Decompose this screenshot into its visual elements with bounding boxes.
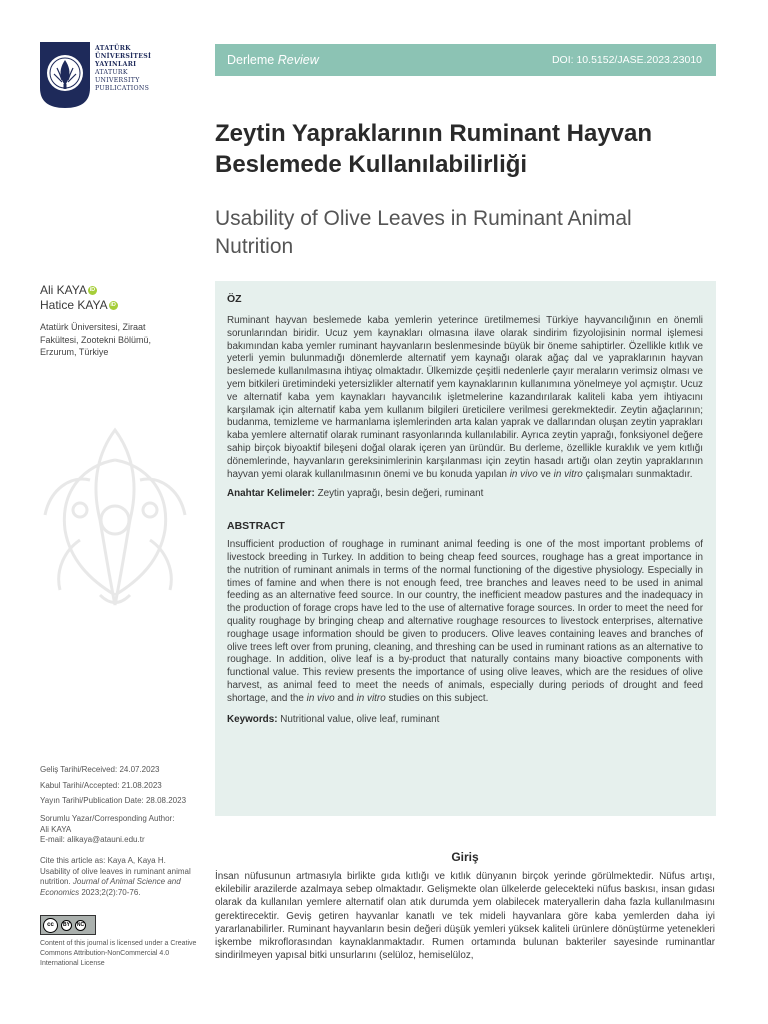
abstract-end: studies on this subject. [388, 692, 489, 704]
author-name: Hatice KAYA [40, 298, 108, 312]
article-type-tr: Derleme [227, 53, 275, 67]
corresponding-label: Sorumlu Yazar/Corresponding Author: [40, 814, 175, 823]
logo-line: ÜNİVERSİTESİ [95, 53, 152, 60]
oz-text [227, 315, 703, 481]
article-type-en: Review [277, 53, 319, 67]
citation-journal: Journal of Animal Science and Economics [40, 877, 181, 897]
article-header-bar [215, 44, 716, 76]
author [40, 298, 210, 313]
article-type [227, 53, 319, 67]
corresponding-author [40, 814, 210, 846]
logo-line: PUBLICATIONS [95, 85, 150, 92]
author-affiliation: Atatürk Üniversitesi, Ziraat Fakültesi, Zootekni Bölümü, Erzurum, Türkiye [40, 322, 152, 357]
article-title-tr: Zeytin Yapraklarının Ruminant Hayvan Beslemede Kullanılabilirliği [215, 120, 653, 178]
abstract-heading: ABSTRACT [227, 520, 285, 533]
logo-line: YAYINLARI [95, 61, 137, 68]
oz-keywords [227, 488, 703, 501]
abstract-text [227, 539, 703, 705]
logo-line: UNIVERSITY [95, 77, 140, 84]
corresponding-email[interactable]: E-mail: alikaya@atauni.edu.tr [40, 835, 145, 844]
article-title-en: Usability of Olive Leaves in Ruminant Animal Nutrition [215, 207, 632, 258]
publication-date: Yayın Tarihi/Publication Date: 28.08.2023 [40, 796, 187, 805]
abstract-italic: in vivo [306, 692, 335, 704]
publisher-logo [40, 42, 170, 108]
author-list [40, 283, 210, 313]
orcid-icon[interactable]: iD [89, 287, 96, 293]
oz-end: çalışmaları sunmaktadır. [585, 468, 693, 480]
corresponding-name: Ali KAYA [40, 824, 72, 834]
by-icon: BY [61, 920, 72, 931]
logo-line: ATATÜRK [95, 45, 131, 52]
creative-commons-badge[interactable] [40, 915, 96, 935]
keywords-label: Anahtar Kelimeler: [227, 488, 315, 500]
oz-conj: ve [540, 468, 551, 480]
keywords-values: Zeytin yaprağı, besin değeri, ruminant [317, 488, 484, 500]
abstract-italic: in vitro [356, 692, 386, 704]
ornament-watermark-icon [30, 420, 200, 615]
keywords-label: Keywords: [227, 713, 278, 725]
nc-icon: NC [75, 920, 86, 931]
abstract-conj: and [337, 692, 354, 704]
oz-body: Ruminant hayvan beslemede kaba yemlerin yeterince üretilmemesi Türkiye hayvancılığının en önemli sorunlarından biridir. Ucuz yem kaynakları olmasına ilave olarak sindirim fizyolojisinin normal işlemesi bakımından kaba yemler ruminant hayvanların beslenmesinde büyük bir öneme sahiptirler. Özellikle kıtlık ve yeterli yemin bulunmadığı dönemlerde alternatif yem kaynağı olarak ağaç dal ve yapraklarının hayvan beslemede kullanılmasına ihtiyaç olmaktadır. Ülkemizde çeşitli nedenlerle çayır meraların verimsiz olması ve yem bitkileri üretimindeki yetersizlikler alternatif yem kaynaklarının kullanımına yönelmeye yol açmıştır. Ucuz ve alternatif kaba yem kaynakları hayvancılık işletmelerine kazandırılarak kaliteli kaba yem ihtiyacını karşılamak için alternatif kaba yem kullanım bilgileri üreticilere verilmesi gerekmektedir. Zeytin ağaçlarının; budanma, temizleme ve harmanlama işlemlerinden arta kalan yaprak ve dallarından oluşan zeytin yaprakları kaba yemlere alternatif olarak ruminant rasyonlarında kullanılabilir. Ayrıca zeytin yaprağı, fonksiyonel değere sahip birçok biyoaktif bileşeni doğal olarak içeren yan üründür. Bu derleme, özellikle kuraklık ve yem kıtlığı dönemlerinde, hayvanların gereksinimlerinin karşılanması için zeytin hasadı artığı olan zeytin yapraklarının hayvan yemi olarak kullanılmasının önemi ve bu konuda yapılan [227, 315, 703, 480]
citation-volume: 2023;2(2):70-76. [81, 887, 141, 897]
logo-line: ATATURK [95, 69, 128, 76]
oz-heading: ÖZ [227, 293, 242, 305]
oz-italic: in vivo [509, 468, 538, 480]
author [40, 283, 210, 298]
university-seal-icon [40, 42, 90, 108]
intro-paragraph: İnsan nüfusunun artmasıyla birlikte gıda kıtlığı ve kıtlık dünyanın birçok yerinde görülmektedir. Nüfus artışı, ekilebilir arazilerde azalmaya sebep olmaktadır. Gelişmekte olan ülkelerde gelecekteki nüfus baskısı, insan gıdası olarak da kullanılan yemlere alternatif olan atık durumda yem olabilecek materyallerin daha fazla kullanılmasını gerektirecektir. Geviş getiren hayvanlar kanatlı ve tek mideli hayvanlara göre kaba yemlerden daha iyi yararlanabilirler. Ruminant hayvanların besin değeri düşük yemleri yüksek kaliteli ürünlere dönüştürme yetenekleri işkembe mikroflorasından kaynaklanmaktadır. Rumen ortamında bulunan bakteriler sayesinde ruminantlar sindirilmeyen yapısal bitki unsurlarını (selüloz, hemiselüloz, [215, 871, 715, 962]
keywords-values: Nutritional value, olive leaf, ruminant [280, 713, 440, 725]
doi-link[interactable]: DOI: 10.5152/JASE.2023.23010 [551, 54, 702, 66]
author-name: Ali KAYA [40, 283, 87, 297]
abstract-keywords [227, 714, 703, 727]
cc-icon: cc [43, 918, 58, 933]
received-date: Geliş Tarihi/Received: 24.07.2023 [40, 765, 160, 774]
publisher-name [95, 45, 151, 93]
accepted-date: Kabul Tarihi/Accepted: 21.08.2023 [40, 780, 162, 790]
abstract-body: Insufficient production of roughage in ruminant animal feeding is one of the most important problems of livestock breeding in Turkey. In addition to being cheap feed sources, roughage has a great importance in the nutrition of ruminant animals in terms of the normal functioning of the digestive physiology. Especially in times of famine and when there is not enough feed, tree branches and leaves need to be used in animal feeding as an alternative feed source. In our country, the inefficient meadow pastures and the inadequacy in the production of forage crops have led to the use of alternative forage sources. In order to meet the need for quality roughage by bringing cheap and alternative roughage resources to livestock enterprises, alternative roughage usage information should be given to producers. Olive leaves containing leaves and branches of olive trees left over from pruning, cleaning, and threshing can be used in ruminant rations as an alternative to roughage. In addition, olive leaf is a by-product that naturally contains many bioactive components with functional value. This review presents the importance of using olive leaves, which are the residues of olive harvest, as animal feed to meet the needs of animals, especially during periods of drought and feed shortage, and the [227, 539, 703, 704]
citation [40, 856, 192, 898]
license-text: Content of this journal is licensed under a Creative Commons Attribution-NonCommercial 4.0 International License [40, 940, 197, 967]
oz-italic: in vitro [553, 468, 583, 480]
abstract-box [215, 281, 716, 816]
orcid-icon[interactable]: iD [110, 302, 116, 308]
citation-text: Cite this article as: Kaya A, Kaya H. Usability of olive leaves in ruminant animal nutrition. [40, 856, 191, 886]
article-dates [40, 762, 210, 809]
section-heading-intro: Giriş [451, 850, 479, 864]
